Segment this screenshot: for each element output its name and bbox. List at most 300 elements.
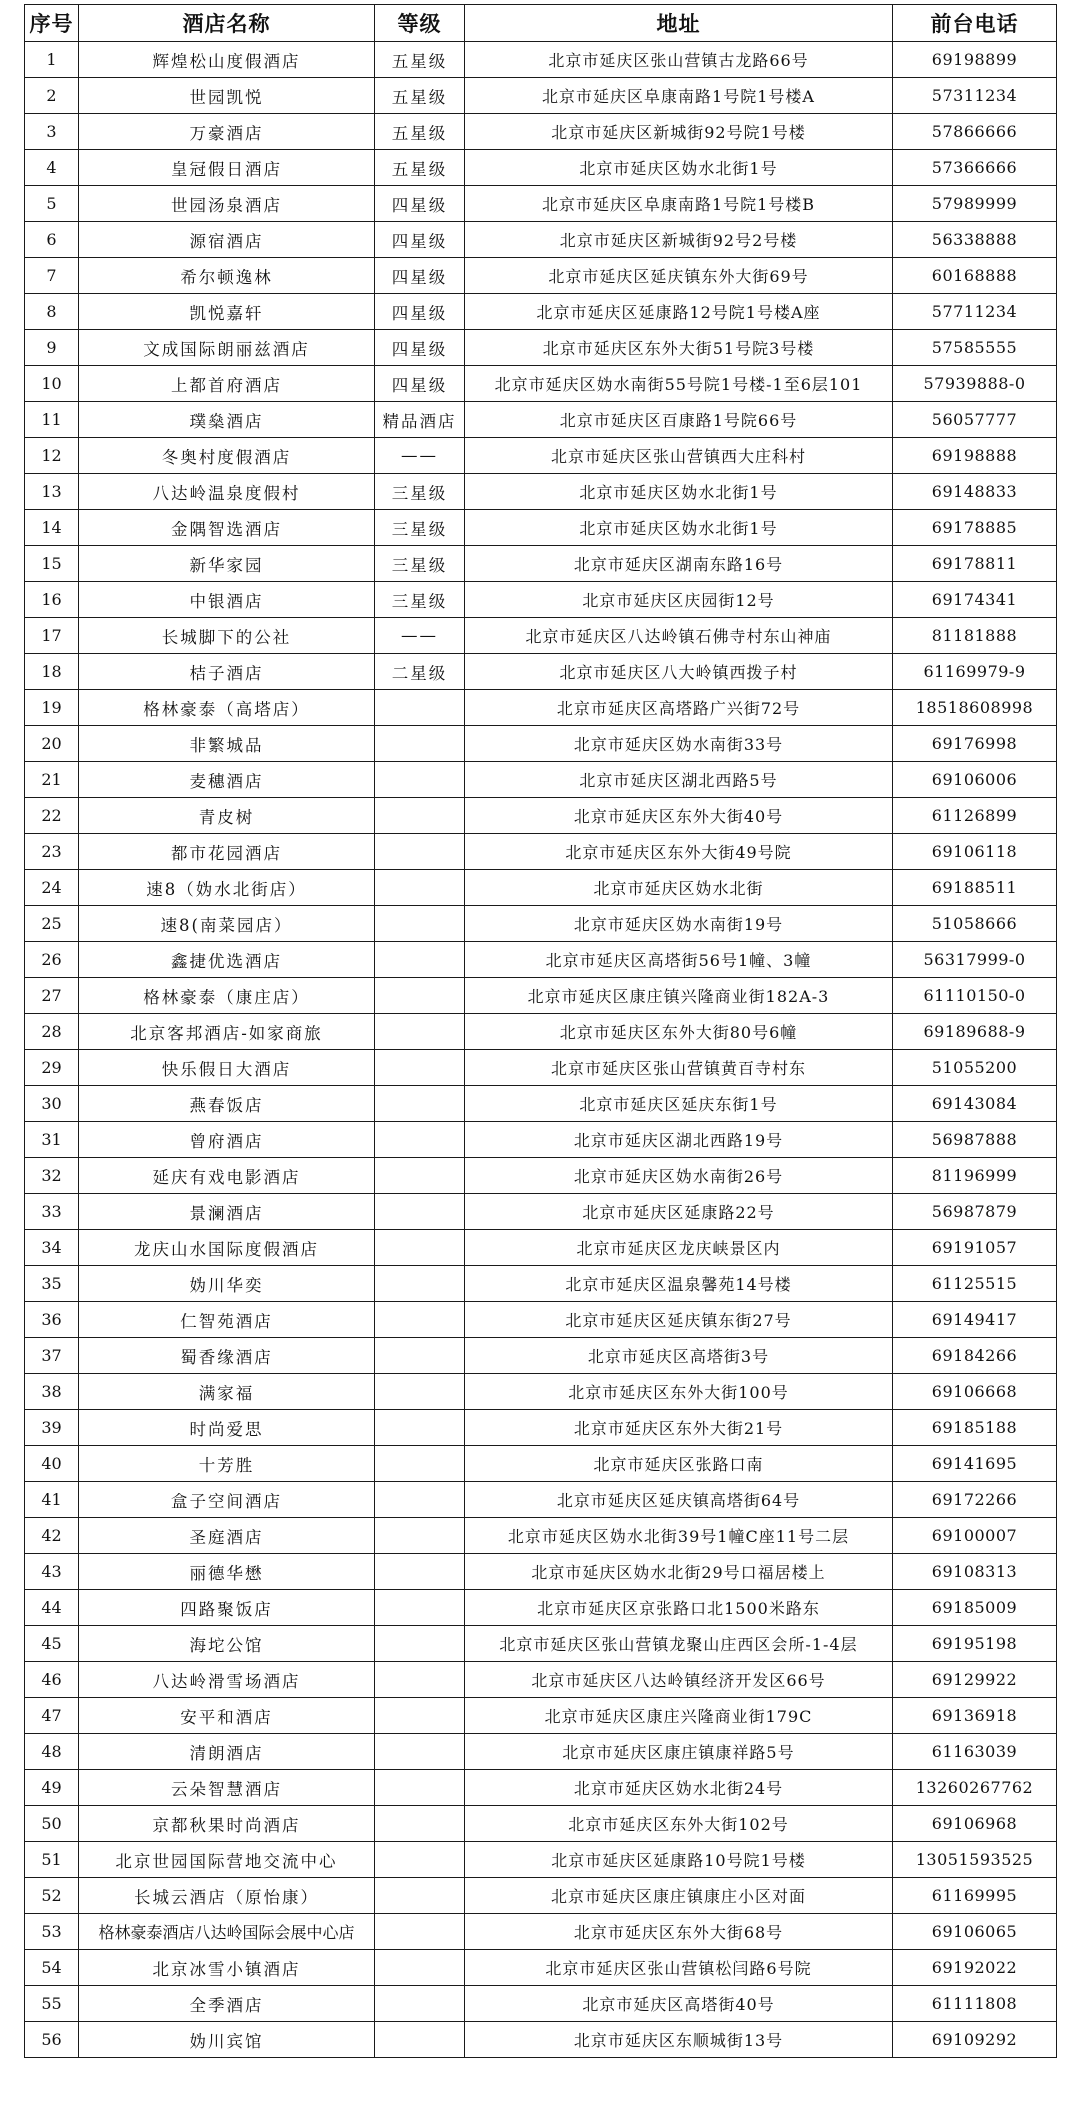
table-row: [25, 1914, 1057, 1950]
cell-num: 41: [25, 1482, 79, 1518]
cell-phone: 56338888: [893, 222, 1057, 258]
cell-grade: 四星级: [375, 330, 465, 366]
cell-address: 北京市延庆区百康路1号院66号: [465, 402, 893, 438]
header-row: [25, 5, 1057, 42]
cell-num: 11: [25, 402, 79, 438]
cell-num: 55: [25, 1986, 79, 2022]
cell-address: 北京市延庆区妫水北街24号: [465, 1770, 893, 1806]
cell-grade: 五星级: [375, 150, 465, 186]
cell-num: 52: [25, 1878, 79, 1914]
cell-hotel-name: 全季酒店: [79, 1986, 375, 2022]
cell-hotel-name: 青皮树: [79, 798, 375, 834]
cell-phone: 61126899: [893, 798, 1057, 834]
cell-hotel-name: 景澜酒店: [79, 1194, 375, 1230]
table-row: [25, 1086, 1057, 1122]
cell-num: 47: [25, 1698, 79, 1734]
cell-hotel-name: 龙庆山水国际度假酒店: [79, 1230, 375, 1266]
cell-hotel-name: 文成国际朗丽兹酒店: [79, 330, 375, 366]
hotel-table: [24, 4, 1057, 2058]
cell-address: 北京市延庆区张路口南: [465, 1446, 893, 1482]
cell-address: 北京市延庆区温泉馨苑14号楼: [465, 1266, 893, 1302]
cell-num: 25: [25, 906, 79, 942]
cell-grade: [375, 690, 465, 726]
cell-num: 28: [25, 1014, 79, 1050]
cell-grade: [375, 1734, 465, 1770]
cell-grade: [375, 1626, 465, 1662]
cell-grade: [375, 1194, 465, 1230]
cell-hotel-name: 中银酒店: [79, 582, 375, 618]
cell-phone: 51055200: [893, 1050, 1057, 1086]
cell-grade: [375, 1698, 465, 1734]
table-row: [25, 1302, 1057, 1338]
cell-address: 北京市延庆区高塔街56号1幢、3幢: [465, 942, 893, 978]
cell-address: 北京市延庆区东外大街80号6幢: [465, 1014, 893, 1050]
table-row: [25, 1230, 1057, 1266]
table-row: [25, 510, 1057, 546]
cell-grade: [375, 1122, 465, 1158]
cell-grade: ——: [375, 618, 465, 654]
cell-num: 5: [25, 186, 79, 222]
cell-hotel-name: 冬奥村度假酒店: [79, 438, 375, 474]
cell-grade: [375, 1158, 465, 1194]
cell-address: 北京市延庆区延庆镇高塔街64号: [465, 1482, 893, 1518]
cell-num: 42: [25, 1518, 79, 1554]
cell-address: 北京市延庆区湖南东路16号: [465, 546, 893, 582]
cell-hotel-name: 海坨公馆: [79, 1626, 375, 1662]
cell-num: 27: [25, 978, 79, 1014]
cell-num: 19: [25, 690, 79, 726]
cell-grade: [375, 1878, 465, 1914]
cell-phone: 81181888: [893, 618, 1057, 654]
cell-hotel-name: 凯悦嘉轩: [79, 294, 375, 330]
cell-grade: 五星级: [375, 114, 465, 150]
cell-phone: 69149417: [893, 1302, 1057, 1338]
cell-hotel-name: 辉煌松山度假酒店: [79, 42, 375, 78]
cell-num: 8: [25, 294, 79, 330]
cell-num: 21: [25, 762, 79, 798]
table-row: [25, 618, 1057, 654]
cell-grade: 四星级: [375, 258, 465, 294]
cell-phone: 69174341: [893, 582, 1057, 618]
cell-address: 北京市延庆区张山营镇松闫路6号院: [465, 1950, 893, 1986]
table-row: [25, 330, 1057, 366]
cell-num: 30: [25, 1086, 79, 1122]
cell-num: 15: [25, 546, 79, 582]
cell-phone: 56987879: [893, 1194, 1057, 1230]
cell-num: 9: [25, 330, 79, 366]
cell-hotel-name: 格林豪泰酒店八达岭国际会展中心店: [79, 1914, 375, 1950]
cell-phone: 69172266: [893, 1482, 1057, 1518]
cell-phone: 61125515: [893, 1266, 1057, 1302]
cell-grade: 三星级: [375, 546, 465, 582]
cell-grade: [375, 1338, 465, 1374]
cell-hotel-name: 新华家园: [79, 546, 375, 582]
cell-num: 34: [25, 1230, 79, 1266]
cell-num: 10: [25, 366, 79, 402]
cell-phone: 69108313: [893, 1554, 1057, 1590]
cell-address: 北京市延庆区妫水南街19号: [465, 906, 893, 942]
cell-grade: 三星级: [375, 510, 465, 546]
cell-grade: 四星级: [375, 186, 465, 222]
cell-num: 45: [25, 1626, 79, 1662]
cell-num: 53: [25, 1914, 79, 1950]
table-row: [25, 870, 1057, 906]
cell-address: 北京市延庆区东外大街102号: [465, 1806, 893, 1842]
cell-hotel-name: 快乐假日大酒店: [79, 1050, 375, 1086]
cell-address: 北京市延庆区妫水北街1号: [465, 150, 893, 186]
cell-num: 39: [25, 1410, 79, 1446]
header-grade: 等级: [375, 5, 465, 42]
cell-grade: 五星级: [375, 78, 465, 114]
cell-grade: [375, 726, 465, 762]
table-row: [25, 834, 1057, 870]
cell-hotel-name: 蜀香缘酒店: [79, 1338, 375, 1374]
cell-grade: [375, 1806, 465, 1842]
cell-num: 6: [25, 222, 79, 258]
table-row: [25, 186, 1057, 222]
cell-phone: 69136918: [893, 1698, 1057, 1734]
table-row: [25, 1950, 1057, 1986]
cell-num: 7: [25, 258, 79, 294]
cell-num: 17: [25, 618, 79, 654]
cell-phone: 13051593525: [893, 1842, 1057, 1878]
cell-address: 北京市延庆区延康路12号院1号楼A座: [465, 294, 893, 330]
cell-grade: [375, 1770, 465, 1806]
cell-num: 56: [25, 2022, 79, 2058]
cell-num: 51: [25, 1842, 79, 1878]
cell-address: 北京市延庆区妫水北街1号: [465, 510, 893, 546]
table-body: [25, 42, 1057, 2058]
cell-hotel-name: 时尚爱思: [79, 1410, 375, 1446]
cell-num: 38: [25, 1374, 79, 1410]
cell-phone: 69100007: [893, 1518, 1057, 1554]
cell-phone: 61110150-0: [893, 978, 1057, 1014]
cell-phone: 69178811: [893, 546, 1057, 582]
cell-num: 26: [25, 942, 79, 978]
table-row: [25, 1626, 1057, 1662]
cell-grade: [375, 1230, 465, 1266]
cell-grade: 三星级: [375, 582, 465, 618]
table-row: [25, 1590, 1057, 1626]
cell-phone: 56987888: [893, 1122, 1057, 1158]
cell-hotel-name: 燕春饭店: [79, 1086, 375, 1122]
cell-grade: ——: [375, 438, 465, 474]
cell-address: 北京市延庆区妫水南街33号: [465, 726, 893, 762]
table-row: [25, 474, 1057, 510]
cell-hotel-name: 皇冠假日酒店: [79, 150, 375, 186]
cell-num: 14: [25, 510, 79, 546]
cell-grade: 四星级: [375, 366, 465, 402]
cell-hotel-name: 曾府酒店: [79, 1122, 375, 1158]
cell-grade: [375, 798, 465, 834]
cell-address: 北京市延庆区高塔路广兴街72号: [465, 690, 893, 726]
cell-num: 24: [25, 870, 79, 906]
cell-address: 北京市延庆区妫水北街: [465, 870, 893, 906]
cell-hotel-name: 北京冰雪小镇酒店: [79, 1950, 375, 1986]
cell-phone: 61169995: [893, 1878, 1057, 1914]
table-row: [25, 906, 1057, 942]
table-row: [25, 1410, 1057, 1446]
cell-phone: 69109292: [893, 2022, 1057, 2058]
table-row: [25, 1158, 1057, 1194]
table-row: [25, 798, 1057, 834]
table-row: [25, 1266, 1057, 1302]
cell-grade: [375, 1374, 465, 1410]
cell-hotel-name: 四路聚饭店: [79, 1590, 375, 1626]
cell-hotel-name: 速8（妫水北街店）: [79, 870, 375, 906]
cell-address: 北京市延庆区延庆镇东外大街69号: [465, 258, 893, 294]
table-row: [25, 438, 1057, 474]
table-row: [25, 1734, 1057, 1770]
cell-num: 31: [25, 1122, 79, 1158]
cell-phone: 51058666: [893, 906, 1057, 942]
table-row: [25, 1014, 1057, 1050]
cell-phone: 57939888-0: [893, 366, 1057, 402]
table-header: [25, 5, 1057, 42]
cell-address: 北京市延庆区东外大街68号: [465, 1914, 893, 1950]
table-row: [25, 1050, 1057, 1086]
cell-phone: 69129922: [893, 1662, 1057, 1698]
cell-address: 北京市延庆区张山营镇龙聚山庄西区会所-1-4层: [465, 1626, 893, 1662]
cell-num: 1: [25, 42, 79, 78]
cell-grade: 四星级: [375, 222, 465, 258]
cell-phone: 57311234: [893, 78, 1057, 114]
table-row: [25, 1806, 1057, 1842]
cell-phone: 69106668: [893, 1374, 1057, 1410]
table-row: [25, 1446, 1057, 1482]
cell-address: 北京市延庆区延庆东街1号: [465, 1086, 893, 1122]
cell-phone: 57366666: [893, 150, 1057, 186]
table-row: [25, 1770, 1057, 1806]
header-name: 酒店名称: [79, 5, 375, 42]
cell-phone: 69185188: [893, 1410, 1057, 1446]
cell-num: 43: [25, 1554, 79, 1590]
cell-num: 12: [25, 438, 79, 474]
header-num: 序号: [25, 5, 79, 42]
cell-hotel-name: 圣庭酒店: [79, 1518, 375, 1554]
cell-num: 40: [25, 1446, 79, 1482]
cell-phone: 69198899: [893, 42, 1057, 78]
cell-address: 北京市延庆区康庄镇兴隆商业街182A-3: [465, 978, 893, 1014]
cell-hotel-name: 妫川宾馆: [79, 2022, 375, 2058]
cell-num: 33: [25, 1194, 79, 1230]
cell-address: 北京市延庆区东外大街49号院: [465, 834, 893, 870]
cell-hotel-name: 长城云酒店（原怡康）: [79, 1878, 375, 1914]
cell-hotel-name: 京都秋果时尚酒店: [79, 1806, 375, 1842]
cell-hotel-name: 世园凯悦: [79, 78, 375, 114]
table-row: [25, 114, 1057, 150]
table-row: [25, 258, 1057, 294]
cell-address: 北京市延庆区康庄镇康庄小区对面: [465, 1878, 893, 1914]
cell-hotel-name: 世园汤泉酒店: [79, 186, 375, 222]
cell-address: 北京市延庆区新城街92号院1号楼: [465, 114, 893, 150]
cell-grade: [375, 1446, 465, 1482]
cell-hotel-name: 云朵智慧酒店: [79, 1770, 375, 1806]
cell-num: 46: [25, 1662, 79, 1698]
cell-address: 北京市延庆区东顺城街13号: [465, 2022, 893, 2058]
cell-hotel-name: 八达岭滑雪场酒店: [79, 1662, 375, 1698]
cell-num: 50: [25, 1806, 79, 1842]
table-row: [25, 2022, 1057, 2058]
cell-hotel-name: 璞燊酒店: [79, 402, 375, 438]
cell-address: 北京市延庆区八大岭镇西拨子村: [465, 654, 893, 690]
table-row: [25, 546, 1057, 582]
cell-hotel-name: 清朗酒店: [79, 1734, 375, 1770]
table-row: [25, 150, 1057, 186]
cell-num: 37: [25, 1338, 79, 1374]
cell-address: 北京市延庆区妫水北街1号: [465, 474, 893, 510]
cell-hotel-name: 北京世园国际营地交流中心: [79, 1842, 375, 1878]
cell-address: 北京市延庆区延康路10号院1号楼: [465, 1842, 893, 1878]
cell-phone: 61169979-9: [893, 654, 1057, 690]
cell-grade: 二星级: [375, 654, 465, 690]
table-row: [25, 222, 1057, 258]
table-row: [25, 1554, 1057, 1590]
cell-num: 20: [25, 726, 79, 762]
cell-grade: [375, 1554, 465, 1590]
table-row: [25, 762, 1057, 798]
table-row: [25, 726, 1057, 762]
cell-grade: [375, 1050, 465, 1086]
cell-address: 北京市延庆区八达岭镇石佛寺村东山神庙: [465, 618, 893, 654]
cell-address: 北京市延庆区张山营镇西大庄科村: [465, 438, 893, 474]
cell-hotel-name: 源宿酒店: [79, 222, 375, 258]
cell-phone: 57989999: [893, 186, 1057, 222]
cell-address: 北京市延庆区湖北西路19号: [465, 1122, 893, 1158]
cell-hotel-name: 上都首府酒店: [79, 366, 375, 402]
cell-phone: 61111808: [893, 1986, 1057, 2022]
table-row: [25, 1194, 1057, 1230]
cell-hotel-name: 北京客邦酒店-如家商旅: [79, 1014, 375, 1050]
cell-grade: [375, 942, 465, 978]
cell-address: 北京市延庆区阜康南路1号院1号楼B: [465, 186, 893, 222]
cell-address: 北京市延庆区高塔街3号: [465, 1338, 893, 1374]
cell-phone: 69185009: [893, 1590, 1057, 1626]
header-phone: 前台电话: [893, 5, 1057, 42]
cell-num: 29: [25, 1050, 79, 1086]
cell-grade: [375, 2022, 465, 2058]
cell-phone: 69192022: [893, 1950, 1057, 1986]
cell-hotel-name: 十芳胜: [79, 1446, 375, 1482]
cell-address: 北京市延庆区延康路22号: [465, 1194, 893, 1230]
cell-phone: 69143084: [893, 1086, 1057, 1122]
cell-grade: 五星级: [375, 42, 465, 78]
table-row: [25, 78, 1057, 114]
cell-address: 北京市延庆区张山营镇古龙路66号: [465, 42, 893, 78]
cell-num: 54: [25, 1950, 79, 1986]
cell-num: 23: [25, 834, 79, 870]
cell-grade: [375, 1086, 465, 1122]
cell-grade: 三星级: [375, 474, 465, 510]
cell-phone: 69184266: [893, 1338, 1057, 1374]
table-row: [25, 366, 1057, 402]
cell-grade: [375, 1662, 465, 1698]
table-row: [25, 1698, 1057, 1734]
cell-num: 48: [25, 1734, 79, 1770]
cell-grade: [375, 1302, 465, 1338]
cell-hotel-name: 都市花园酒店: [79, 834, 375, 870]
cell-hotel-name: 格林豪泰（高塔店）: [79, 690, 375, 726]
cell-num: 32: [25, 1158, 79, 1194]
cell-address: 北京市延庆区东外大街40号: [465, 798, 893, 834]
cell-address: 北京市延庆区东外大街100号: [465, 1374, 893, 1410]
cell-address: 北京市延庆区阜康南路1号院1号楼A: [465, 78, 893, 114]
cell-address: 北京市延庆区康庄镇康祥路5号: [465, 1734, 893, 1770]
cell-num: 44: [25, 1590, 79, 1626]
table-row: [25, 42, 1057, 78]
cell-phone: 13260267762: [893, 1770, 1057, 1806]
table-row: [25, 1662, 1057, 1698]
cell-hotel-name: 希尔顿逸林: [79, 258, 375, 294]
cell-address: 北京市延庆区康庄兴隆商业街179C: [465, 1698, 893, 1734]
cell-phone: 69176998: [893, 726, 1057, 762]
cell-num: 35: [25, 1266, 79, 1302]
cell-hotel-name: 延庆有戏电影酒店: [79, 1158, 375, 1194]
cell-grade: 精品酒店: [375, 402, 465, 438]
cell-phone: 81196999: [893, 1158, 1057, 1194]
cell-address: 北京市延庆区延庆镇东街27号: [465, 1302, 893, 1338]
cell-address: 北京市延庆区东外大街21号: [465, 1410, 893, 1446]
cell-hotel-name: 速8(南菜园店）: [79, 906, 375, 942]
table-row: [25, 1878, 1057, 1914]
cell-phone: 69178885: [893, 510, 1057, 546]
cell-hotel-name: 金隅智选酒店: [79, 510, 375, 546]
cell-phone: 56317999-0: [893, 942, 1057, 978]
cell-grade: [375, 906, 465, 942]
cell-phone: 69106968: [893, 1806, 1057, 1842]
cell-num: 4: [25, 150, 79, 186]
cell-phone: 69106118: [893, 834, 1057, 870]
table-row: [25, 654, 1057, 690]
cell-phone: 69195198: [893, 1626, 1057, 1662]
cell-address: 北京市延庆区东外大街51号院3号楼: [465, 330, 893, 366]
cell-address: 北京市延庆区妫水北街39号1幢C座11号二层: [465, 1518, 893, 1554]
cell-grade: [375, 1986, 465, 2022]
cell-phone: 69106065: [893, 1914, 1057, 1950]
cell-hotel-name: 妫川华奕: [79, 1266, 375, 1302]
cell-grade: [375, 1518, 465, 1554]
cell-num: 3: [25, 114, 79, 150]
cell-hotel-name: 丽德华懋: [79, 1554, 375, 1590]
cell-hotel-name: 桔子酒店: [79, 654, 375, 690]
cell-phone: 69188511: [893, 870, 1057, 906]
cell-num: 16: [25, 582, 79, 618]
cell-hotel-name: 非繁城品: [79, 726, 375, 762]
cell-address: 北京市延庆区湖北西路5号: [465, 762, 893, 798]
cell-address: 北京市延庆区京张路口北1500米路东: [465, 1590, 893, 1626]
cell-hotel-name: 格林豪泰（康庄店）: [79, 978, 375, 1014]
cell-hotel-name: 麦穗酒店: [79, 762, 375, 798]
cell-grade: [375, 834, 465, 870]
cell-phone: 60168888: [893, 258, 1057, 294]
cell-num: 22: [25, 798, 79, 834]
table-row: [25, 1122, 1057, 1158]
cell-address: 北京市延庆区妫水北街29号口福居楼上: [465, 1554, 893, 1590]
cell-address: 北京市延庆区庆园街12号: [465, 582, 893, 618]
table-row: [25, 402, 1057, 438]
table-row: [25, 1842, 1057, 1878]
table-row: [25, 1986, 1057, 2022]
header-address: 地址: [465, 5, 893, 42]
cell-phone: 69198888: [893, 438, 1057, 474]
cell-phone: 57866666: [893, 114, 1057, 150]
cell-grade: [375, 1410, 465, 1446]
table-row: [25, 1482, 1057, 1518]
table-row: [25, 942, 1057, 978]
cell-address: 北京市延庆区高塔街40号: [465, 1986, 893, 2022]
table-row: [25, 1374, 1057, 1410]
cell-hotel-name: 盒子空间酒店: [79, 1482, 375, 1518]
